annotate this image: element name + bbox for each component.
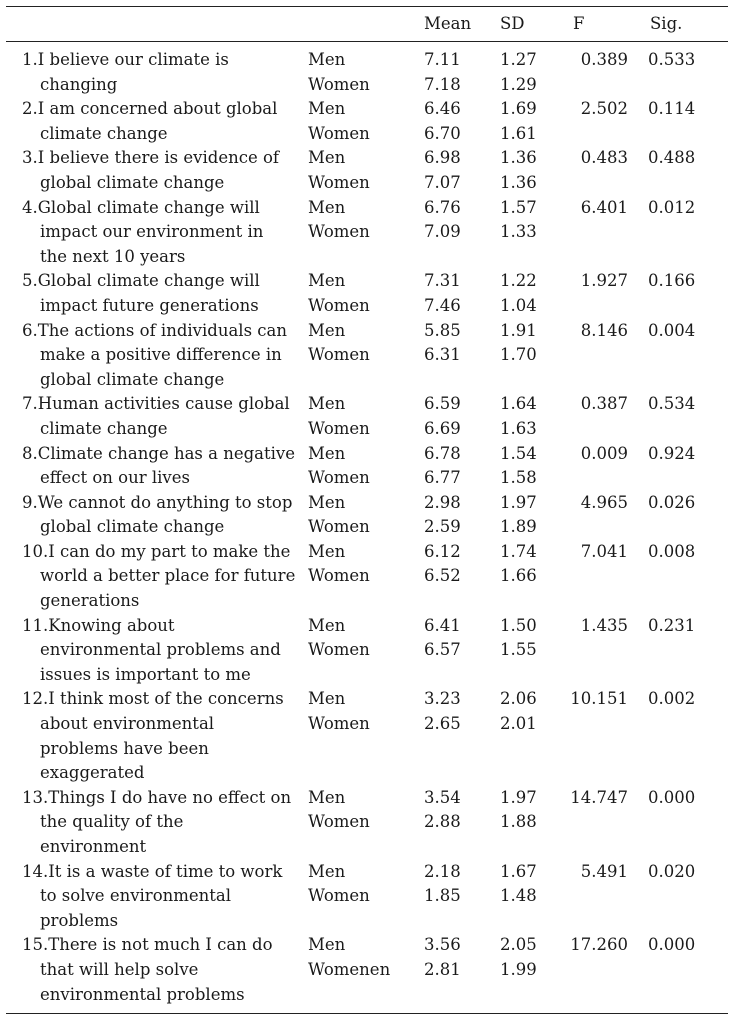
item-statement-line: the quality of the xyxy=(40,812,184,832)
sd-value: 1.50 xyxy=(500,615,537,635)
mean-value: 7.46 xyxy=(424,295,461,315)
f-value: 1.435 xyxy=(580,615,628,635)
item-statement-line: problems have been xyxy=(40,738,209,758)
item-statement-line: climate change xyxy=(40,418,168,438)
gender-group: Men xyxy=(308,541,346,561)
gender-group: Women xyxy=(308,714,370,734)
item-statement-line: 13.Things I do have no effect on xyxy=(22,787,292,807)
table-row xyxy=(6,614,728,688)
gender-group: Men xyxy=(308,443,346,463)
gender-group: Men xyxy=(308,615,346,635)
item-statement xyxy=(6,196,308,270)
sd-value: 1.36 xyxy=(500,148,537,168)
sd-value-cell xyxy=(496,442,568,491)
item-statement xyxy=(6,319,308,393)
sig-value: 0.231 xyxy=(648,615,696,635)
header-sig: Sig. xyxy=(650,13,683,33)
sd-value: 1.97 xyxy=(500,787,537,807)
gender-group: Women xyxy=(308,74,370,94)
table-row xyxy=(6,392,728,441)
header-sd: SD xyxy=(500,13,525,33)
item-statement-line: climate change xyxy=(40,123,168,143)
mean-value: 7.18 xyxy=(424,74,461,94)
f-value: 17.260 xyxy=(570,935,628,955)
gender-group: Men xyxy=(308,861,346,881)
mean-value: 1.85 xyxy=(424,886,461,906)
table-row xyxy=(6,42,728,98)
sig-value: 0.008 xyxy=(648,541,696,561)
mean-value: 2.59 xyxy=(424,517,461,537)
mean-value: 6.31 xyxy=(424,345,461,365)
header-row xyxy=(6,7,728,42)
sd-value-cell xyxy=(496,786,568,860)
sig-value: 0.020 xyxy=(648,861,696,881)
item-statement-line: 1.I believe our climate is xyxy=(22,50,229,69)
mean-value: 6.77 xyxy=(424,468,461,488)
gender-group: Men xyxy=(308,148,346,168)
mean-value: 5.85 xyxy=(424,320,461,340)
gender-group-cell xyxy=(308,491,418,540)
f-value: 0.389 xyxy=(580,50,628,69)
item-statement xyxy=(6,540,308,614)
gender-group: Women xyxy=(308,418,370,438)
f-value: 14.747 xyxy=(570,787,628,807)
sd-value: 1.89 xyxy=(500,517,537,537)
mean-value: 6.98 xyxy=(424,148,461,168)
mean-value: 3.54 xyxy=(424,787,461,807)
sig-value: 0.534 xyxy=(648,394,696,414)
sd-value: 1.58 xyxy=(500,468,537,488)
table-row xyxy=(6,491,728,540)
sd-value: 1.54 xyxy=(500,443,537,463)
item-statement-line: environmental problems and xyxy=(40,640,281,660)
item-statement-line: exaggerated xyxy=(40,763,145,783)
mean-value-cell xyxy=(418,146,496,195)
sd-value: 1.63 xyxy=(500,418,537,438)
gender-group-cell xyxy=(308,687,418,785)
item-statement xyxy=(6,786,308,860)
gender-group-cell xyxy=(308,392,418,441)
sig-value: 0.166 xyxy=(648,271,696,291)
gender-group: Women xyxy=(308,812,370,832)
gender-group-cell xyxy=(308,933,418,1013)
sig-value: 0.004 xyxy=(648,320,696,340)
mean-value: 7.09 xyxy=(424,222,461,242)
header-f: F xyxy=(573,13,585,33)
f-value: 6.401 xyxy=(580,197,628,217)
item-statement-line: 10.I can do my part to make the xyxy=(22,541,291,561)
item-statement-line: environmental problems xyxy=(40,984,245,1004)
sd-value: 1.33 xyxy=(500,222,537,242)
sd-value: 2.05 xyxy=(500,935,537,955)
gender-group-cell xyxy=(308,42,418,98)
item-statement-line: 15.There is not much I can do xyxy=(22,935,273,955)
mean-value: 6.59 xyxy=(424,394,461,414)
gender-group: Women xyxy=(308,123,370,143)
gender-group: Women xyxy=(308,566,370,586)
mean-value: 6.52 xyxy=(424,566,461,586)
mean-value-cell xyxy=(418,392,496,441)
table-row xyxy=(6,540,728,614)
table-row xyxy=(6,442,728,491)
gender-group-cell xyxy=(308,319,418,393)
table-row xyxy=(6,933,728,1013)
sd-value: 1.57 xyxy=(500,197,537,217)
sig-value: 0.533 xyxy=(648,50,696,69)
mean-value: 6.76 xyxy=(424,197,461,217)
gender-group: Women xyxy=(308,222,370,242)
f-value: 7.041 xyxy=(580,541,628,561)
mean-value-cell xyxy=(418,491,496,540)
item-statement-line: 5.Global climate change will xyxy=(22,271,260,291)
sd-value: 1.88 xyxy=(500,812,537,832)
mean-value: 2.65 xyxy=(424,714,461,734)
mean-value-cell xyxy=(418,786,496,860)
item-statement-line: 9.We cannot do anything to stop xyxy=(22,492,293,512)
mean-value-cell xyxy=(418,97,496,146)
gender-group-cell xyxy=(308,442,418,491)
sd-value: 1.29 xyxy=(500,74,537,94)
item-statement-line: 3.I believe there is evidence of xyxy=(22,148,279,168)
mean-value-cell xyxy=(418,42,496,98)
gender-group: Men xyxy=(308,787,346,807)
item-statement xyxy=(6,269,308,318)
sd-value-cell xyxy=(496,540,568,614)
sig-value: 0.000 xyxy=(648,787,696,807)
sd-value-cell xyxy=(496,97,568,146)
sd-value: 1.27 xyxy=(500,50,537,69)
sd-value: 1.64 xyxy=(500,394,537,414)
table-body xyxy=(6,42,728,1014)
item-statement-line: the next 10 years xyxy=(40,246,186,266)
f-value: 2.502 xyxy=(580,99,628,119)
mean-value: 7.07 xyxy=(424,172,461,192)
mean-value: 3.23 xyxy=(424,689,461,709)
sd-value-cell xyxy=(496,146,568,195)
sd-value: 1.48 xyxy=(500,886,537,906)
item-statement-line: effect on our lives xyxy=(40,468,190,488)
mean-value-cell xyxy=(418,860,496,934)
sd-value-cell xyxy=(496,392,568,441)
sig-value: 0.012 xyxy=(648,197,696,217)
mean-value: 7.11 xyxy=(424,50,461,69)
mean-value-cell xyxy=(418,196,496,270)
sd-value: 1.74 xyxy=(500,541,537,561)
mean-value: 6.57 xyxy=(424,640,461,660)
sd-value: 2.06 xyxy=(500,689,537,709)
table-row xyxy=(6,97,728,146)
item-statement-line: impact future generations xyxy=(40,295,259,315)
item-statement xyxy=(6,42,308,98)
table-row xyxy=(6,687,728,785)
item-statement-line: 11.Knowing about xyxy=(22,615,175,635)
f-value: 0.387 xyxy=(580,394,628,414)
gender-group: Women xyxy=(308,295,370,315)
gender-group: Men xyxy=(308,271,346,291)
sd-value-cell xyxy=(496,319,568,393)
gender-group-cell xyxy=(308,614,418,688)
item-statement-line: 6.The actions of individuals can xyxy=(22,320,287,340)
item-statement-line: world a better place for future xyxy=(40,566,296,586)
sd-value-cell xyxy=(496,614,568,688)
item-statement xyxy=(6,97,308,146)
item-statement-line: 2.I am concerned about global xyxy=(22,99,278,119)
gender-group: Women xyxy=(308,468,370,488)
gender-group: Women xyxy=(308,172,370,192)
f-value: 0.483 xyxy=(580,148,628,168)
sd-value: 1.67 xyxy=(500,861,537,881)
sig-value: 0.488 xyxy=(648,148,696,168)
f-value: 0.009 xyxy=(580,443,628,463)
mean-value-cell xyxy=(418,319,496,393)
item-statement-line: about environmental xyxy=(40,714,215,734)
item-statement-line: 12.I think most of the concerns xyxy=(22,689,284,709)
gender-group: Men xyxy=(308,197,346,217)
gender-group: Womenen xyxy=(308,959,391,979)
sd-value-cell xyxy=(496,687,568,785)
table-row xyxy=(6,786,728,860)
item-statement-line: changing xyxy=(40,74,118,94)
sd-value: 1.97 xyxy=(500,492,537,512)
sd-value: 1.22 xyxy=(500,271,537,291)
sd-value-cell xyxy=(496,933,568,1013)
item-statement-line: make a positive difference in xyxy=(40,345,282,365)
sd-value-cell xyxy=(496,196,568,270)
mean-value-cell xyxy=(418,687,496,785)
table-header xyxy=(6,7,728,42)
item-statement-line: global climate change xyxy=(40,517,225,537)
sd-value-cell xyxy=(496,42,568,98)
sd-value: 1.69 xyxy=(500,99,537,119)
gender-group: Men xyxy=(308,50,346,69)
item-statement-line: 4.Global climate change will xyxy=(22,197,260,217)
mean-value: 2.18 xyxy=(424,861,461,881)
sd-value: 1.99 xyxy=(500,959,537,979)
mean-value-cell xyxy=(418,933,496,1013)
item-statement xyxy=(6,146,308,195)
item-statement-line: generations xyxy=(40,591,140,611)
gender-group: Women xyxy=(308,517,370,537)
sig-value: 0.002 xyxy=(648,689,696,709)
gender-group-cell xyxy=(308,786,418,860)
item-statement-line: problems xyxy=(40,910,119,930)
f-value: 4.965 xyxy=(580,492,628,512)
sd-value-cell xyxy=(496,860,568,934)
item-statement xyxy=(6,442,308,491)
f-value: 10.151 xyxy=(570,689,628,709)
mean-value: 6.70 xyxy=(424,123,461,143)
item-statement-line: global climate change xyxy=(40,369,225,389)
mean-value: 2.81 xyxy=(424,959,461,979)
item-statement-line: to solve environmental xyxy=(40,886,232,906)
mean-value: 6.46 xyxy=(424,99,461,119)
gender-group-cell xyxy=(308,97,418,146)
sd-value-cell xyxy=(496,491,568,540)
sd-value: 1.66 xyxy=(500,566,537,586)
item-statement-line: issues is important to me xyxy=(40,664,251,684)
item-statement-line: global climate change xyxy=(40,172,225,192)
gender-group: Men xyxy=(308,394,346,414)
mean-value: 6.41 xyxy=(424,615,461,635)
sd-value: 1.04 xyxy=(500,295,537,315)
mean-value-cell xyxy=(418,540,496,614)
sd-value: 1.70 xyxy=(500,345,537,365)
item-statement xyxy=(6,860,308,934)
mean-value: 7.31 xyxy=(424,271,461,291)
item-statement-line: 7.Human activities cause global xyxy=(22,394,290,414)
gender-group-cell xyxy=(308,269,418,318)
item-statement-line: 14.It is a waste of time to work xyxy=(22,861,283,881)
item-statement xyxy=(6,491,308,540)
sig-value: 0.924 xyxy=(648,443,696,463)
gender-group: Women xyxy=(308,640,370,660)
item-statement xyxy=(6,933,308,1013)
sd-value: 1.91 xyxy=(500,320,537,340)
mean-value: 3.56 xyxy=(424,935,461,955)
mean-value: 6.69 xyxy=(424,418,461,438)
table-row xyxy=(6,860,728,934)
mean-value: 2.88 xyxy=(424,812,461,832)
sig-value: 0.114 xyxy=(648,99,696,119)
gender-group: Men xyxy=(308,99,346,119)
mean-value-cell xyxy=(418,442,496,491)
mean-value: 2.98 xyxy=(424,492,461,512)
gender-group: Men xyxy=(308,935,346,955)
sd-value-cell xyxy=(496,269,568,318)
mean-value: 6.12 xyxy=(424,541,461,561)
item-statement-line: environment xyxy=(40,837,147,856)
gender-comparison-table xyxy=(6,6,728,1014)
gender-group-cell xyxy=(308,540,418,614)
header-item xyxy=(6,7,308,42)
mean-value-cell xyxy=(418,614,496,688)
header-mean: Mean xyxy=(424,13,472,33)
item-statement xyxy=(6,687,308,785)
item-statement xyxy=(6,392,308,441)
sd-value: 2.01 xyxy=(500,714,537,734)
table-row xyxy=(6,269,728,318)
item-statement-line: 8.Climate change has a negative xyxy=(22,443,295,463)
table-row xyxy=(6,146,728,195)
f-value: 1.927 xyxy=(580,271,628,291)
item-statement-line: impact our environment in xyxy=(40,222,264,242)
header-group xyxy=(308,7,418,42)
table-row xyxy=(6,196,728,270)
gender-group: Men xyxy=(308,320,346,340)
gender-group-cell xyxy=(308,196,418,270)
mean-value-cell xyxy=(418,269,496,318)
gender-group-cell xyxy=(308,146,418,195)
sig-value: 0.026 xyxy=(648,492,696,512)
gender-group: Women xyxy=(308,345,370,365)
f-value: 5.491 xyxy=(580,861,628,881)
results-table-container xyxy=(6,6,728,1014)
item-statement xyxy=(6,614,308,688)
sd-value: 1.55 xyxy=(500,640,537,660)
mean-value: 6.78 xyxy=(424,443,461,463)
gender-group: Men xyxy=(308,492,346,512)
f-value: 8.146 xyxy=(580,320,628,340)
item-statement-line: that will help solve xyxy=(40,959,199,979)
gender-group: Men xyxy=(308,689,346,709)
sig-value: 0.000 xyxy=(648,935,696,955)
sd-value: 1.36 xyxy=(500,172,537,192)
gender-group-cell xyxy=(308,860,418,934)
table-row xyxy=(6,319,728,393)
gender-group: Women xyxy=(308,886,370,906)
sd-value: 1.61 xyxy=(500,123,537,143)
